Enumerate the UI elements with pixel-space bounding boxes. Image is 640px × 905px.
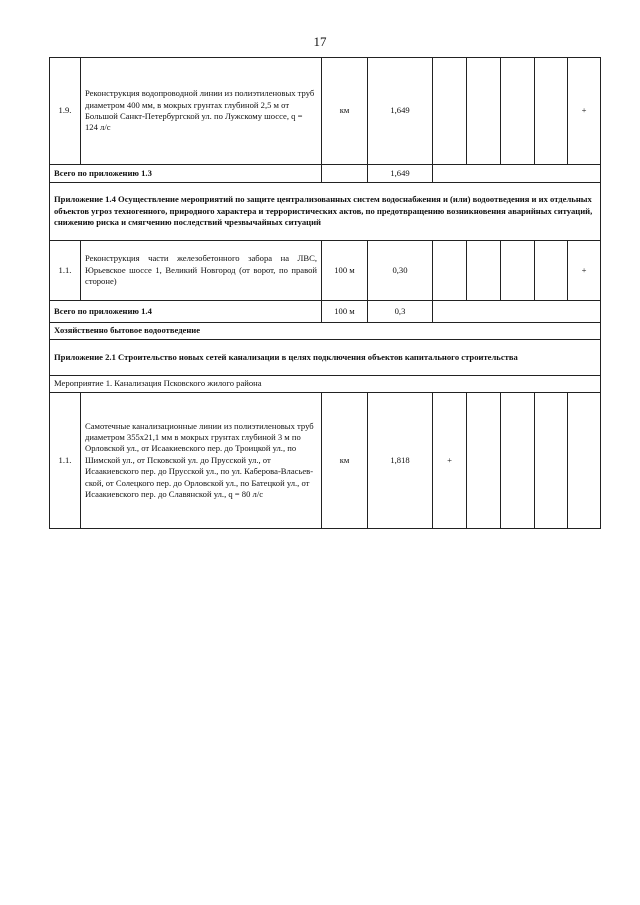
total-row: [50, 165, 601, 183]
row-mark: +: [433, 393, 467, 529]
row-number: 1.1.: [50, 393, 81, 529]
measure-heading: Мероприятие 1. Канализация Псковского жилого района: [50, 376, 601, 393]
row-number: 1.1.: [50, 241, 81, 301]
section-row: [50, 340, 601, 376]
section-heading: Хозяйственно бытовое водоотведение: [50, 323, 601, 340]
total-unit: 100 м: [322, 301, 368, 323]
row-value: 1,818: [368, 393, 433, 529]
measures-table: [49, 57, 601, 529]
row-number: 1.9.: [50, 58, 81, 165]
row-mark: +: [568, 241, 601, 301]
row-value: 0,30: [368, 241, 433, 301]
section-row: [50, 183, 601, 241]
row-unit: км: [322, 393, 368, 529]
section-heading: Приложение 2.1 Строительство новых сетей канализации в целях подключения объектов капитального строительства: [50, 340, 601, 376]
row-unit: км: [322, 58, 368, 165]
table-row: [50, 393, 601, 529]
row-unit: 100 м: [322, 241, 368, 301]
row-mark: +: [568, 58, 601, 165]
total-row: [50, 301, 601, 323]
total-label: Всего по приложению 1.4: [50, 301, 322, 323]
section-heading: Приложение 1.4 Осуществление мероприятий по защите централизованных систем водоснабжения и (или) водоотведения и их отдельных объектов угроз техногенного, природного характера и террористических актов, по предотвращению возникновения аварийных ситуаций, снижению риска и смягчению последствий чрезвычайных ситуаций: [50, 183, 601, 241]
table-row: [50, 241, 601, 301]
table-row: [50, 58, 601, 165]
total-value: 0,3: [368, 301, 433, 323]
page-number: 17: [313, 34, 327, 49]
row-description: Реконструкция части железобетонного забора на ЛВС, Юрьевское шоссе 1, Великий Новгород (от ворот, по правой стороне): [81, 241, 322, 301]
row-description: Реконструкция водопроводной линии из полиэтиленовых труб диаметром 400 мм, в мокрых грунтах глубиной 2,5 м от Большой Санкт-Петербургской ул. по Лужскому шоссе, q = 124 л/с: [81, 58, 322, 165]
measure-row: [50, 376, 601, 393]
row-description: Самотечные канализационные линии из полиэтиленовых труб диаметром 355х21,1 мм в мокрых грунтах глубиной 3 м по Орловской ул., от Исаакиевского пер. до Троицкой ул., по Шимской ул., от Псковской ул. до Прусской ул., от Исаакиевского пер. до Прусской ул., по ул. Каберова-Власьев-ской, от Солецкого пер. до Орловской ул., по Батецкой ул., от Исаакиевского пер. до Славянской ул., q = 80 л/с: [81, 393, 322, 529]
row-value: 1,649: [368, 58, 433, 165]
section-row: [50, 323, 601, 340]
total-value: 1,649: [368, 165, 433, 183]
total-label: Всего по приложению 1.3: [50, 165, 322, 183]
